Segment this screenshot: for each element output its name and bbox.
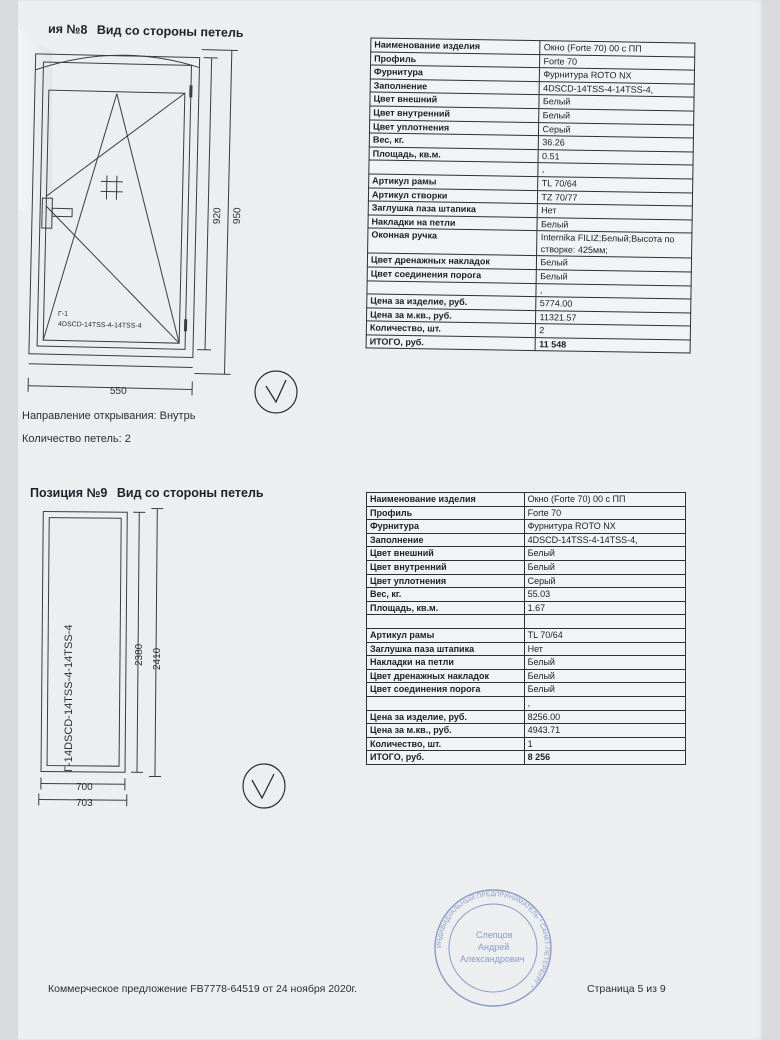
p9-dim-height-outer: 2410 xyxy=(152,647,163,670)
p8-open-line-2 xyxy=(111,94,185,343)
spec-value: 4DSCD-14TSS-4-14TSS-4, xyxy=(540,81,695,97)
p8-opening-direction: Направление открывания: Внутрь xyxy=(22,410,196,422)
spec-row xyxy=(367,533,686,547)
spec-value: Белый xyxy=(539,109,694,125)
spec-value: TL 70/64 xyxy=(524,628,685,642)
p8-sash-label: Г-1 xyxy=(58,311,69,318)
spec-value: 8 256 xyxy=(524,751,685,765)
spec-value: 4943.71 xyxy=(524,724,685,738)
spec-value: Белый xyxy=(524,669,685,683)
spec-value: Серый xyxy=(539,122,694,138)
spec-row xyxy=(367,574,686,588)
spec-key: Цвет дренажных накладок xyxy=(367,669,525,683)
spec-row xyxy=(367,520,686,534)
spec-value: Окно (Forte 70) 00 с ПП xyxy=(524,493,685,507)
spec-row xyxy=(367,615,686,629)
spec-row xyxy=(367,710,686,724)
spec-row xyxy=(367,493,686,507)
spec-key: Цена за изделие, руб. xyxy=(367,294,537,310)
spec-row xyxy=(367,588,686,602)
spec-key: Вес, кг. xyxy=(367,588,525,602)
p8-dim-height-outer: 950 xyxy=(231,207,244,225)
spec-row xyxy=(367,601,686,615)
spec-row xyxy=(367,628,686,642)
position8-spec-table xyxy=(366,37,696,354)
spec-key: Количество, шт. xyxy=(367,737,525,751)
spec-value: Белый xyxy=(524,547,685,561)
p8-open-line-1 xyxy=(43,92,117,341)
spec-key: Цвет внешний xyxy=(367,547,525,561)
spec-key: Цена за м.кв., руб. xyxy=(367,724,525,738)
footer-offer: Коммерческое предложение FB7778-64519 от 24 ноября 2020г. xyxy=(48,983,358,995)
stamp-name-1: Слепцов xyxy=(476,930,513,940)
spec-key: Фурнитура xyxy=(370,65,540,81)
spec-key: Цвет соединения порога xyxy=(367,683,525,697)
spec-key: Цвет внешний xyxy=(370,92,540,108)
p8-dim-width: 550 xyxy=(110,386,127,397)
p9-fill-label: 4DSCD-14TSS-4-14TSS-4 xyxy=(63,624,75,756)
spec-value: Белый xyxy=(539,95,694,111)
spec-value: 1 xyxy=(524,737,685,751)
spec-key: Накладки на петли xyxy=(367,656,525,670)
spec-row xyxy=(367,506,686,520)
spec-key: ИТОГО, руб. xyxy=(366,335,536,351)
spec-key: Наименование изделия xyxy=(367,493,525,507)
spec-value: Белый xyxy=(537,270,692,286)
position8-view: Вид со стороны петель xyxy=(96,22,244,40)
spec-row xyxy=(367,656,686,670)
spec-value: 0.51 xyxy=(538,149,693,165)
spec-value: 11321.57 xyxy=(536,310,691,326)
spec-row xyxy=(367,751,686,765)
spec-key: Наименование изделия xyxy=(371,38,541,54)
spec-key: Цвет внутренний xyxy=(367,560,525,574)
p8-tilt-line-1 xyxy=(46,90,184,199)
spec-key: ИТОГО, руб. xyxy=(367,751,525,765)
spec-key: Профиль xyxy=(371,52,541,68)
spec-key: Цена за м.кв., руб. xyxy=(367,308,537,324)
spec-key: Заполнение xyxy=(367,533,525,547)
spec-key: Оконная ручка xyxy=(368,228,538,256)
position8-number: ия №8 xyxy=(47,21,88,37)
position8-drawing xyxy=(28,48,258,413)
p9-frame-outer xyxy=(41,512,127,773)
spec-key: Количество, шт. xyxy=(366,321,536,337)
spec-value: , xyxy=(524,696,685,710)
spec-key: Артикул рамы xyxy=(369,174,539,190)
spec-value: TZ 70/77 xyxy=(538,190,693,206)
spec-value: 55.03 xyxy=(524,588,685,602)
spec-key: Цвет внутренний xyxy=(370,106,540,122)
spec-row xyxy=(367,696,686,710)
spec-value: Forte 70 xyxy=(524,506,685,520)
spec-value: Forte 70 xyxy=(540,54,695,70)
spec-value: Нет xyxy=(524,642,685,656)
spec-key: Фурнитура xyxy=(367,520,525,534)
spec-value: Серый xyxy=(524,574,685,588)
p8-hinge-count: Количество петель: 2 xyxy=(22,433,131,445)
spec-value: 4DSCD-14TSS-4-14TSS-4, xyxy=(524,533,685,547)
stamp-ring-text: ИНДИВИДУАЛЬНЫЙ ПРЕДПРИНИМАТЕЛЬ * САНКТ-ПЕТЕРБУРГ * xyxy=(435,890,551,989)
spec-key: Профиль xyxy=(367,506,525,520)
spec-row xyxy=(367,560,686,574)
p9-dim-width-inner: 700 xyxy=(76,782,93,793)
spec-value: 2 xyxy=(536,324,691,340)
p8-handle xyxy=(42,198,53,228)
spec-value: Internika FILIZ;Белый;Высота по створке: 425мм; xyxy=(537,231,692,258)
spec-row xyxy=(367,547,686,561)
spec-row xyxy=(367,642,686,656)
position9-number: Позиция №9 xyxy=(30,486,108,500)
spec-key: Цвет дренажных накладок xyxy=(367,253,537,269)
spec-value: Фурнитура ROTO NX xyxy=(540,68,695,84)
stamp-name-3: Александрович xyxy=(460,954,525,964)
p8-frame-outer xyxy=(29,54,200,358)
spec-value: TL 70/64 xyxy=(538,177,693,193)
spec-key: Площадь, кв.м. xyxy=(369,147,539,163)
spec-row xyxy=(367,669,686,683)
spec-value: Белый xyxy=(537,217,692,233)
p9-frame-inner xyxy=(47,518,121,767)
p8-sill xyxy=(29,364,193,368)
spec-value: 11 548 xyxy=(536,337,691,353)
spec-key: Цвет соединения порога xyxy=(367,267,537,283)
spec-key: Артикул створки xyxy=(368,187,538,203)
p8-check-mark xyxy=(252,368,304,420)
p8-glass-mark xyxy=(100,175,123,199)
position9-spec-table xyxy=(366,492,686,765)
spec-row xyxy=(367,737,686,751)
spec-key: Цена за изделие, руб. xyxy=(367,710,525,724)
spec-value: Белый xyxy=(537,256,692,272)
footer-page-number: Страница 5 из 9 xyxy=(587,983,666,995)
spec-key: Накладки на петли xyxy=(368,215,538,231)
company-stamp xyxy=(428,888,558,1008)
spec-row xyxy=(367,683,686,697)
spec-value: Фурнитура ROTO NX xyxy=(524,520,685,534)
spec-value: 8256.00 xyxy=(524,710,685,724)
spec-key: Вес, кг. xyxy=(369,133,539,149)
position9-drawing xyxy=(38,508,178,823)
p9-sash-label: Г-1 xyxy=(63,756,75,772)
spec-value: Окно (Forte 70) 00 с ПП xyxy=(540,41,695,57)
position9-title xyxy=(30,486,270,500)
p8-fill-label: 4DSCD-14TSS-4-14TSS-4 xyxy=(57,321,142,330)
spec-key: Артикул рамы xyxy=(367,628,525,642)
spec-key: Заглушка паза штапика xyxy=(368,201,538,217)
spec-row xyxy=(367,724,686,738)
spec-value: Белый xyxy=(524,656,685,670)
spec-key xyxy=(367,615,525,629)
spec-key: Площадь, кв.м. xyxy=(367,601,525,615)
p9-dim-width-outer: 703 xyxy=(76,798,93,809)
spec-value: 1.67 xyxy=(524,601,685,615)
spec-value: , xyxy=(538,163,693,179)
stamp-name-2: Андрей xyxy=(478,942,510,952)
spec-key xyxy=(367,696,525,710)
spec-value: 36.26 xyxy=(539,136,694,152)
spec-value: Нет xyxy=(538,204,693,220)
spec-key: Заглушка паза штапика xyxy=(367,642,525,656)
spec-key: Цвет уплотнения xyxy=(369,120,539,136)
spec-key: Цвет уплотнения xyxy=(367,574,525,588)
p8-dim-height-inner: 920 xyxy=(211,207,224,225)
position9-view: Вид со стороны петель xyxy=(116,486,264,500)
spec-value: Белый xyxy=(524,560,685,574)
spec-value xyxy=(524,615,685,629)
spec-key: Заполнение xyxy=(370,79,540,95)
spec-value: 5774.00 xyxy=(536,297,691,313)
p9-check-mark xyxy=(240,762,292,814)
spec-value: Белый xyxy=(524,683,685,697)
spec-value: , xyxy=(536,283,691,299)
p9-dim-height-inner: 2380 xyxy=(134,643,145,666)
